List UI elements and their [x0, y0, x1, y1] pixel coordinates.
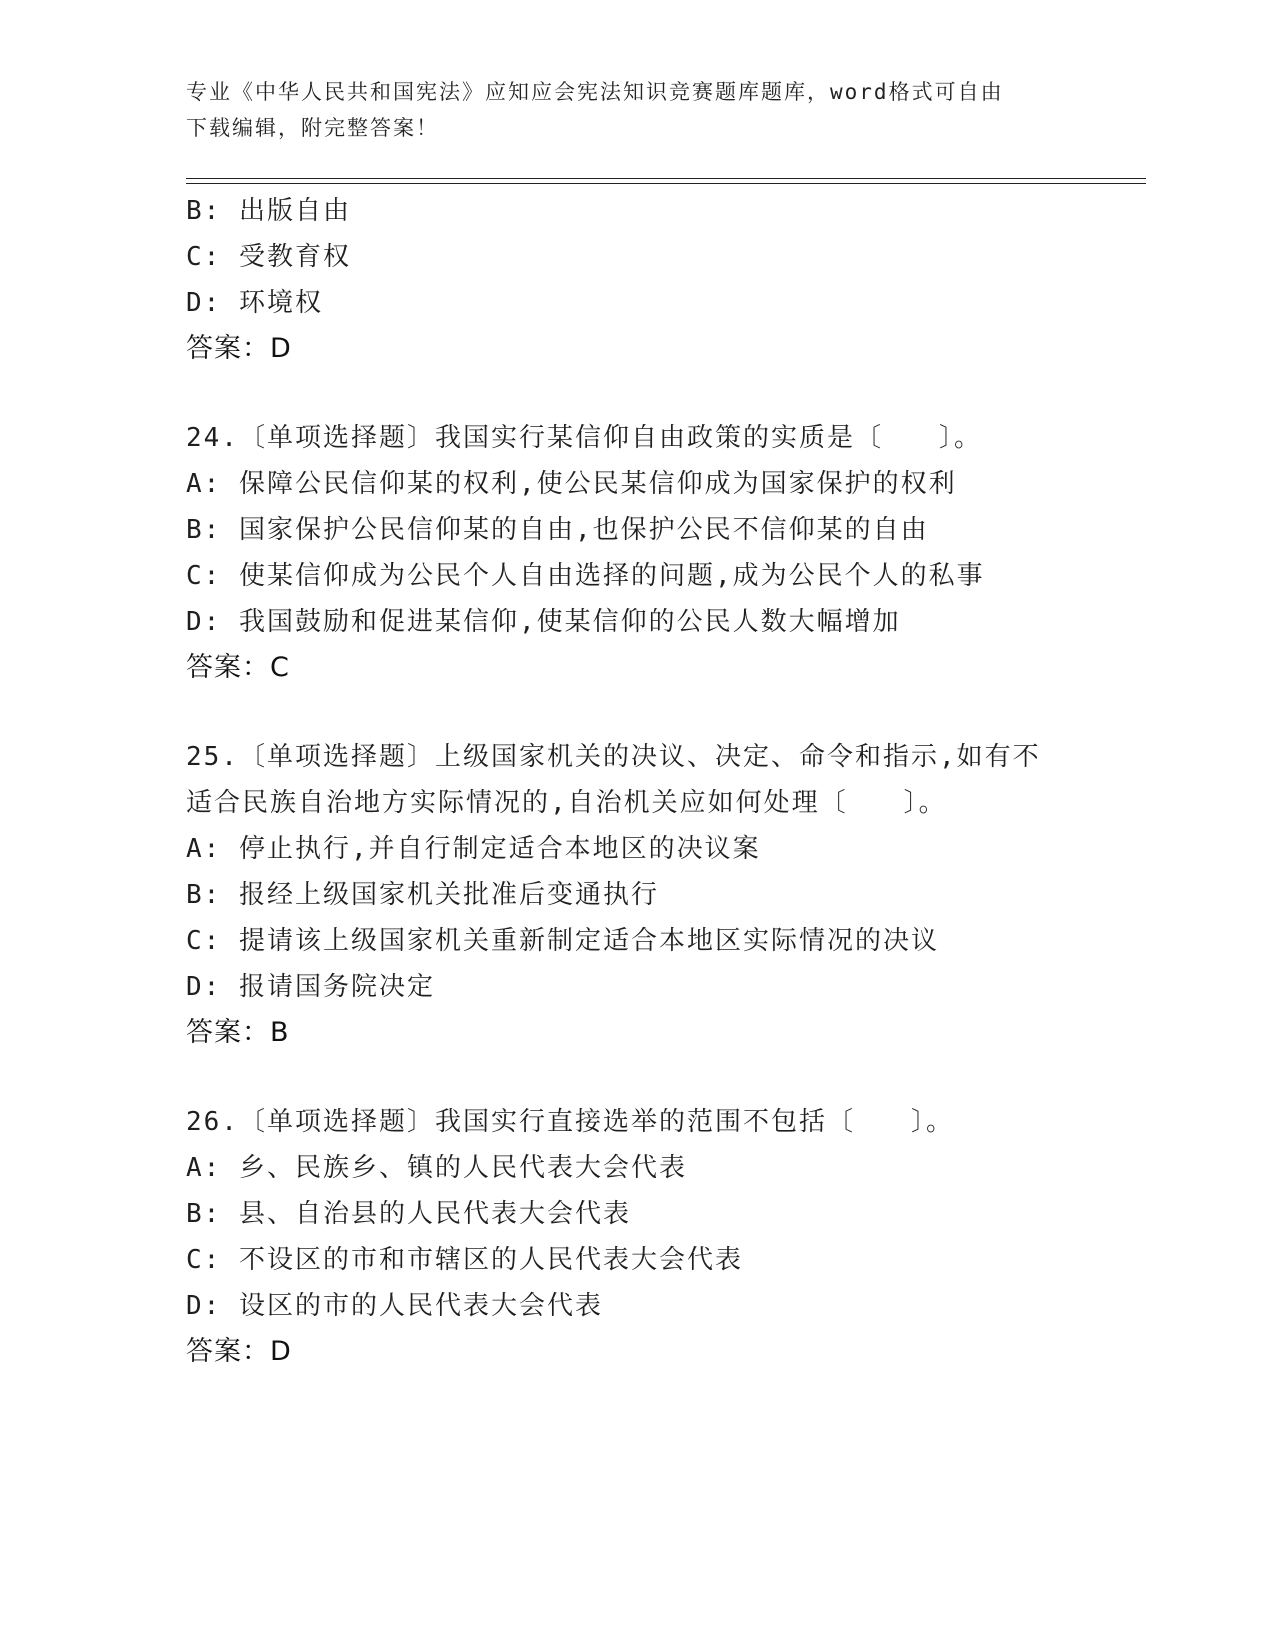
- option-d: D: 报请国务院决定: [186, 972, 435, 1002]
- header-divider-top: [186, 178, 1146, 179]
- spacer: [186, 1056, 1186, 1099]
- option-c: C: 受教育权: [186, 242, 351, 272]
- header-line-1: 专业《中华人民共和国宪法》应知应会宪法知识竞赛题库题库，word格式可自由: [186, 80, 1004, 104]
- option-c: C: 使某信仰成为公民个人自由选择的问题,成为公民个人的私事: [186, 561, 985, 591]
- option-a: A: 停止执行,并自行制定适合本地区的决议案: [186, 834, 761, 864]
- answer-line: 答案：C: [186, 652, 290, 683]
- option-c: C: 不设区的市和市辖区的人民代表大会代表: [186, 1245, 743, 1275]
- question-25: [186, 734, 1186, 1056]
- question-stem: 24.〔单项选择题〕我国实行某信仰自由政策的实质是〔 〕。: [186, 423, 982, 453]
- option-a: A: 保障公民信仰某的权利,使公民某信仰成为国家保护的权利: [186, 469, 957, 499]
- question-stem: 26.〔单项选择题〕我国实行直接选举的范围不包括〔 〕。: [186, 1107, 954, 1137]
- option-d: D: 设区的市的人民代表大会代表: [186, 1291, 603, 1321]
- document-body: [186, 188, 1186, 1375]
- option-d: D: 环境权: [186, 288, 323, 318]
- header-divider-bottom: [186, 183, 1146, 184]
- option-d: D: 我国鼓励和促进某信仰,使某信仰的公民人数大幅增加: [186, 607, 901, 637]
- answer-line: 答案：D: [186, 333, 292, 364]
- spacer: [186, 691, 1186, 734]
- option-b: B: 国家保护公民信仰某的自由,也保护公民不信仰某的自由: [186, 515, 929, 545]
- question-stem-line-2: 适合民族自治地方实际情况的,自治机关应如何处理〔 〕。: [186, 788, 947, 818]
- spacer: [186, 372, 1186, 415]
- header-line-2: 下载编辑，附完整答案！: [186, 116, 439, 140]
- document-header: [186, 74, 1086, 146]
- question-23-tail: [186, 188, 1186, 372]
- question-26: [186, 1099, 1186, 1375]
- option-a: A: 乡、民族乡、镇的人民代表大会代表: [186, 1153, 687, 1183]
- answer-line: 答案：B: [186, 1017, 290, 1048]
- question-24: [186, 415, 1186, 691]
- question-stem-line-1: 25.〔单项选择题〕上级国家机关的决议、决定、命令和指示,如有不: [186, 742, 1041, 772]
- option-b: B: 报经上级国家机关批准后变通执行: [186, 880, 659, 910]
- option-b: B: 出版自由: [186, 196, 351, 226]
- option-b: B: 县、自治县的人民代表大会代表: [186, 1199, 631, 1229]
- answer-line: 答案：D: [186, 1336, 292, 1367]
- option-c: C: 提请该上级国家机关重新制定适合本地区实际情况的决议: [186, 926, 939, 956]
